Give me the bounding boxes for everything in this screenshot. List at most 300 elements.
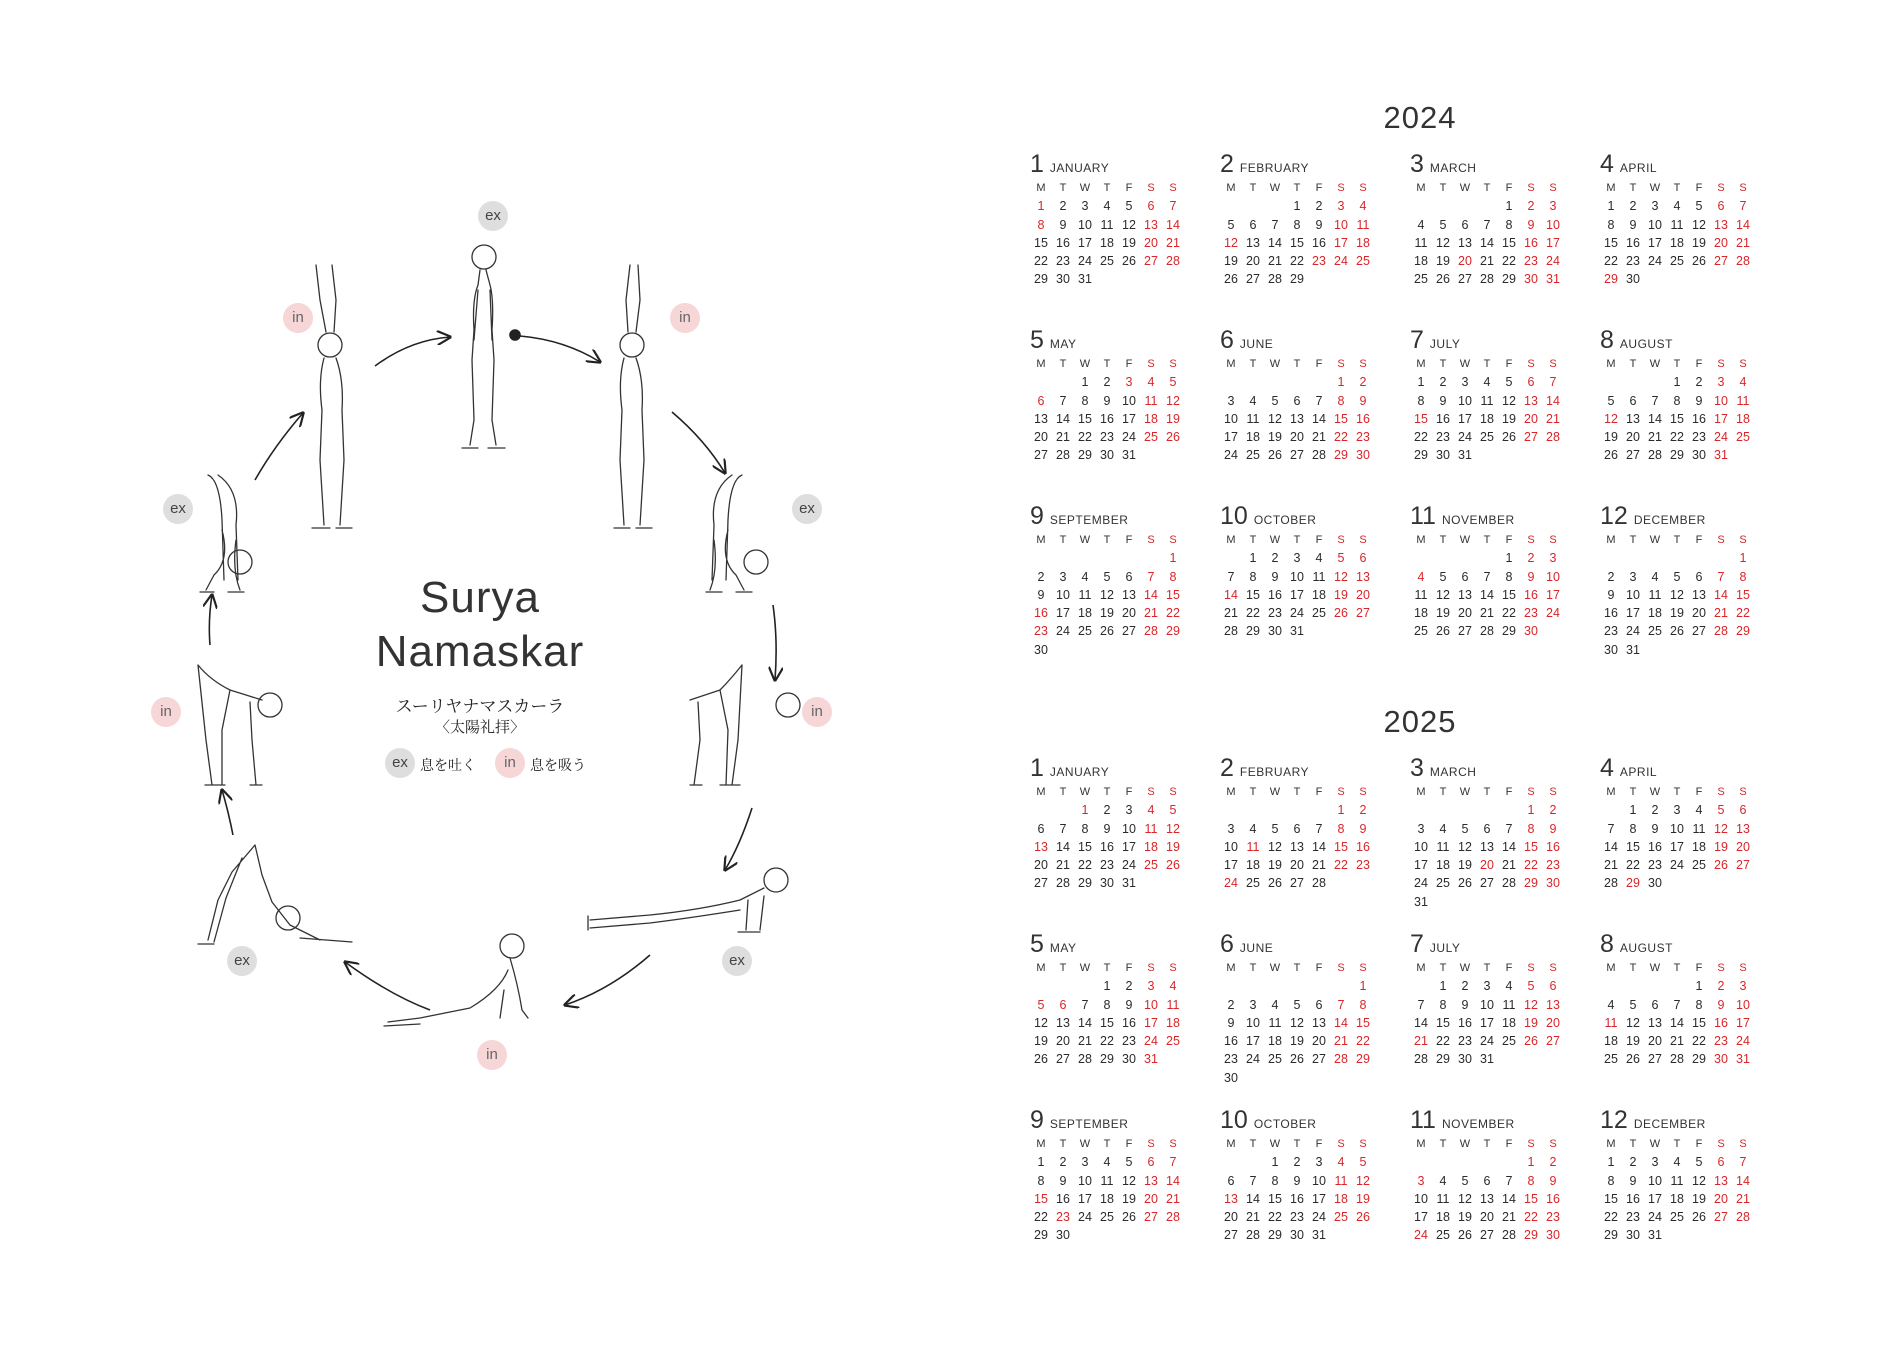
day-cell: 23 xyxy=(1546,1210,1560,1225)
weekday-label: T xyxy=(1103,182,1111,194)
day-cell: 24 xyxy=(1480,1034,1494,1049)
day-cell: 13 xyxy=(1480,839,1494,854)
day-cell: 22 xyxy=(1356,1034,1370,1049)
day-cell: 25 xyxy=(1414,624,1428,639)
weekday-label: T xyxy=(1629,182,1637,194)
day-cell: 25 xyxy=(1670,1210,1684,1225)
exhale-badge: ex xyxy=(722,946,752,976)
empty-cell xyxy=(1498,1153,1520,1171)
day-cell: 21 xyxy=(1546,411,1560,426)
month-name: MAY xyxy=(1049,337,1077,351)
empty-cell xyxy=(1242,977,1264,995)
day-cell: 27 xyxy=(1458,272,1472,287)
weekday-label: S xyxy=(1337,534,1345,546)
day-cell: 6 xyxy=(1527,375,1535,390)
day-cell: 10 xyxy=(1458,393,1472,408)
weekday-label: W xyxy=(1459,534,1471,546)
day-cell: 5 xyxy=(1227,217,1235,232)
day-cell: 17 xyxy=(1626,606,1640,621)
empty-cell xyxy=(1096,549,1118,567)
day-cell: 12 xyxy=(1626,1015,1640,1030)
weekday-label: T xyxy=(1673,534,1681,546)
day-cell: 1 xyxy=(1505,551,1513,566)
day-cell: 18 xyxy=(1414,254,1428,269)
day-cell: 15 xyxy=(1356,1015,1370,1030)
day-cell: 21 xyxy=(1604,858,1618,873)
day-cell: 20 xyxy=(1736,839,1750,854)
weekday-label: T xyxy=(1059,962,1067,974)
day-cell: 17 xyxy=(1458,411,1472,426)
day-cell: 5 xyxy=(1103,569,1111,584)
day-cell: 4 xyxy=(1337,1155,1345,1170)
day-cell: 13 xyxy=(1144,217,1158,232)
weekday-label: S xyxy=(1359,358,1367,370)
day-cell: 4 xyxy=(1439,1173,1447,1188)
day-cell: 5 xyxy=(1169,375,1177,390)
day-cell: 20 xyxy=(1034,430,1048,445)
day-cell: 1 xyxy=(1169,551,1177,566)
weekday-label: W xyxy=(1079,962,1091,974)
day-cell: 26 xyxy=(1692,254,1706,269)
empty-cell xyxy=(1432,549,1454,567)
day-cell: 21 xyxy=(1648,430,1662,445)
day-cell: 11 xyxy=(1144,821,1158,836)
day-cell: 1 xyxy=(1695,979,1703,994)
day-cell: 17 xyxy=(1144,1015,1158,1030)
day-cell: 15 xyxy=(1626,839,1640,854)
day-cell: 4 xyxy=(1505,979,1513,994)
day-cell: 1 xyxy=(1739,551,1747,566)
day-cell: 11 xyxy=(1436,839,1450,854)
day-cell: 16 xyxy=(1546,839,1560,854)
weekday-label: T xyxy=(1673,1138,1681,1150)
day-cell: 5 xyxy=(1169,803,1177,818)
month-name: JUNE xyxy=(1239,337,1274,351)
day-cell: 25 xyxy=(1414,272,1428,287)
day-cell: 18 xyxy=(1670,1191,1684,1206)
month-block xyxy=(1220,930,1410,1106)
day-cell: 29 xyxy=(1078,448,1092,463)
weekday-label: M xyxy=(1226,962,1236,974)
day-cell: 30 xyxy=(1604,642,1618,657)
day-cell: 13 xyxy=(1034,839,1048,854)
weekday-label: M xyxy=(1606,358,1616,370)
day-cell: 23 xyxy=(1224,1052,1238,1067)
day-cell: 7 xyxy=(1483,217,1491,232)
day-cell: 16 xyxy=(1626,235,1640,250)
legend-exhale-text: 息を吐く xyxy=(420,757,476,773)
day-cell: 11 xyxy=(1414,235,1428,250)
day-cell: 1 xyxy=(1037,199,1045,214)
weekday-label: M xyxy=(1606,182,1616,194)
day-cell: 2 xyxy=(1103,803,1111,818)
day-cell: 9 xyxy=(1629,217,1637,232)
day-cell: 1 xyxy=(1037,1155,1045,1170)
day-cell: 1 xyxy=(1673,375,1681,390)
day-cell: 14 xyxy=(1166,217,1180,232)
day-cell: 31 xyxy=(1736,1052,1750,1067)
day-cell: 9 xyxy=(1629,1173,1637,1188)
empty-cell xyxy=(1030,549,1052,567)
month-number: 11 xyxy=(1410,1106,1436,1134)
day-cell: 22 xyxy=(1034,1210,1048,1225)
day-cell: 2 xyxy=(1695,375,1703,390)
month-number: 1 xyxy=(1030,150,1044,178)
arrow-4 xyxy=(773,605,776,680)
day-cell: 8 xyxy=(1505,569,1513,584)
day-cell: 9 xyxy=(1527,569,1535,584)
empty-cell xyxy=(1432,801,1454,819)
pose-plank xyxy=(588,868,788,932)
day-cell: 14 xyxy=(1736,1173,1750,1188)
day-cell: 25 xyxy=(1648,624,1662,639)
day-cell: 20 xyxy=(1144,1191,1158,1206)
empty-cell xyxy=(1242,197,1264,215)
weekday-label: F xyxy=(1505,786,1513,798)
month-number: 5 xyxy=(1030,930,1044,958)
day-cell: 10 xyxy=(1224,839,1238,854)
month-number: 8 xyxy=(1600,930,1614,958)
day-cell: 5 xyxy=(1461,1173,1469,1188)
day-cell: 14 xyxy=(1224,587,1238,602)
weekday-label: T xyxy=(1673,786,1681,798)
weekday-label: W xyxy=(1269,1138,1281,1150)
day-cell: 11 xyxy=(1078,587,1092,602)
month-block xyxy=(1600,502,1790,678)
day-cell: 28 xyxy=(1546,430,1560,445)
day-cell: 26 xyxy=(1268,448,1282,463)
day-cell: 22 xyxy=(1524,1210,1538,1225)
weekday-label: T xyxy=(1293,358,1301,370)
day-cell: 21 xyxy=(1312,858,1326,873)
day-cell: 31 xyxy=(1480,1052,1494,1067)
day-cell: 10 xyxy=(1056,587,1070,602)
day-cell: 18 xyxy=(1414,606,1428,621)
day-cell: 20 xyxy=(1648,1034,1662,1049)
day-cell: 9 xyxy=(1359,821,1367,836)
day-cell: 9 xyxy=(1125,997,1133,1012)
day-cell: 22 xyxy=(1604,254,1618,269)
empty-cell xyxy=(1242,1153,1264,1171)
pose-lunge-right xyxy=(690,665,800,785)
day-cell: 17 xyxy=(1414,858,1428,873)
day-cell: 22 xyxy=(1268,1210,1282,1225)
weekday-label: T xyxy=(1673,962,1681,974)
day-cell: 19 xyxy=(1692,1191,1706,1206)
day-cell: 1 xyxy=(1249,551,1257,566)
day-cell: 27 xyxy=(1056,1052,1070,1067)
weekday-label: F xyxy=(1315,182,1323,194)
day-cell: 15 xyxy=(1436,1015,1450,1030)
day-cell: 31 xyxy=(1078,272,1092,287)
weekday-label: F xyxy=(1695,962,1703,974)
day-cell: 14 xyxy=(1604,839,1618,854)
day-cell: 19 xyxy=(1458,858,1472,873)
day-cell: 28 xyxy=(1056,448,1070,463)
weekday-label: S xyxy=(1359,786,1367,798)
empty-cell xyxy=(1644,373,1666,391)
weekday-label: F xyxy=(1315,1138,1323,1150)
day-cell: 27 xyxy=(1736,858,1750,873)
day-cell: 16 xyxy=(1312,235,1326,250)
day-cell: 2 xyxy=(1037,569,1045,584)
day-cell: 3 xyxy=(1417,821,1425,836)
empty-cell xyxy=(1220,373,1242,391)
arrow-6 xyxy=(565,955,650,1005)
weekday-label: M xyxy=(1226,358,1236,370)
day-cell: 27 xyxy=(1648,1052,1662,1067)
day-cell: 31 xyxy=(1546,272,1560,287)
title-kana: スーリヤナマスカーラ xyxy=(395,697,565,716)
arrow-1 xyxy=(375,337,450,366)
day-cell: 28 xyxy=(1144,624,1158,639)
month-number: 7 xyxy=(1410,930,1424,958)
day-cell: 20 xyxy=(1224,1210,1238,1225)
legend-exhale-badge: ex xyxy=(385,748,415,778)
day-cell: 2 xyxy=(1629,1155,1637,1170)
day-cell: 7 xyxy=(1549,375,1557,390)
weekday-label: M xyxy=(1036,962,1046,974)
weekday-label: S xyxy=(1549,962,1557,974)
day-cell: 27 xyxy=(1034,448,1048,463)
month-block xyxy=(1220,326,1410,502)
pose-downward-dog xyxy=(198,845,352,944)
weekday-label: T xyxy=(1293,534,1301,546)
pose-cobra xyxy=(384,934,528,1026)
day-cell: 6 xyxy=(1549,979,1557,994)
day-cell: 8 xyxy=(1607,217,1615,232)
day-cell: 4 xyxy=(1695,803,1703,818)
day-cell: 26 xyxy=(1458,876,1472,891)
day-cell: 25 xyxy=(1100,254,1114,269)
day-cell: 20 xyxy=(1692,606,1706,621)
day-cell: 27 xyxy=(1224,1228,1238,1243)
day-cell: 24 xyxy=(1414,1228,1428,1243)
weekday-label: S xyxy=(1359,182,1367,194)
day-cell: 8 xyxy=(1527,821,1535,836)
day-cell: 5 xyxy=(1695,1155,1703,1170)
day-cell: 7 xyxy=(1505,821,1513,836)
day-cell: 9 xyxy=(1549,1173,1557,1188)
day-cell: 22 xyxy=(1502,606,1516,621)
day-cell: 7 xyxy=(1315,821,1323,836)
day-cell: 18 xyxy=(1670,235,1684,250)
empty-cell xyxy=(1454,801,1476,819)
month-name: APRIL xyxy=(1619,765,1658,779)
day-cell: 30 xyxy=(1056,1228,1070,1243)
day-cell: 12 xyxy=(1122,1173,1136,1188)
day-cell: 20 xyxy=(1714,235,1728,250)
empty-cell xyxy=(1286,373,1308,391)
day-cell: 11 xyxy=(1648,587,1662,602)
day-cell: 16 xyxy=(1626,1191,1640,1206)
day-cell: 14 xyxy=(1736,217,1750,232)
empty-cell xyxy=(1074,977,1096,995)
day-cell: 27 xyxy=(1312,1052,1326,1067)
year-2025-title: 2025 xyxy=(1383,704,1457,739)
day-cell: 20 xyxy=(1480,1210,1494,1225)
weekday-label: M xyxy=(1416,358,1426,370)
day-cell: 30 xyxy=(1458,1052,1472,1067)
day-cell: 15 xyxy=(1034,1191,1048,1206)
day-cell: 5 xyxy=(1439,569,1447,584)
day-cell: 25 xyxy=(1312,606,1326,621)
day-cell: 29 xyxy=(1034,1228,1048,1243)
day-cell: 30 xyxy=(1524,272,1538,287)
day-cell: 3 xyxy=(1629,569,1637,584)
month-block xyxy=(1600,1106,1790,1282)
empty-cell xyxy=(1476,197,1498,215)
day-cell: 13 xyxy=(1356,569,1370,584)
day-cell: 11 xyxy=(1692,821,1706,836)
weekday-label: W xyxy=(1459,962,1471,974)
day-cell: 30 xyxy=(1034,642,1048,657)
month-name: OCTOBER xyxy=(1253,513,1317,527)
day-cell: 20 xyxy=(1312,1034,1326,1049)
day-cell: 20 xyxy=(1290,430,1304,445)
day-cell: 14 xyxy=(1414,1015,1428,1030)
pose-lunge-left xyxy=(198,665,282,785)
day-cell: 24 xyxy=(1648,1210,1662,1225)
day-cell: 20 xyxy=(1480,858,1494,873)
weekday-label: M xyxy=(1036,1138,1046,1150)
day-cell: 12 xyxy=(1502,393,1516,408)
day-cell: 12 xyxy=(1290,1015,1304,1030)
day-cell: 6 xyxy=(1461,569,1469,584)
day-cell: 9 xyxy=(1527,217,1535,232)
day-cell: 12 xyxy=(1692,217,1706,232)
day-cell: 23 xyxy=(1312,254,1326,269)
day-cell: 23 xyxy=(1626,254,1640,269)
month-block xyxy=(1030,150,1220,326)
arrow-2 xyxy=(520,336,600,362)
day-cell: 17 xyxy=(1122,839,1136,854)
month-name: MARCH xyxy=(1429,161,1477,175)
weekday-label: T xyxy=(1249,182,1257,194)
day-cell: 14 xyxy=(1056,839,1070,854)
weekday-label: T xyxy=(1059,534,1067,546)
inhale-badge: in xyxy=(477,1040,507,1070)
day-cell: 2 xyxy=(1271,551,1279,566)
month-block xyxy=(1600,930,1790,1106)
empty-cell xyxy=(1030,373,1052,391)
weekday-label: S xyxy=(1739,358,1747,370)
day-cell: 1 xyxy=(1607,199,1615,214)
day-cell: 10 xyxy=(1144,997,1158,1012)
day-cell: 8 xyxy=(1673,393,1681,408)
day-cell: 2 xyxy=(1527,551,1535,566)
day-cell: 21 xyxy=(1502,1210,1516,1225)
day-cell: 25 xyxy=(1502,1034,1516,1049)
day-cell: 7 xyxy=(1483,569,1491,584)
day-cell: 11 xyxy=(1100,217,1114,232)
weekday-label: S xyxy=(1169,534,1177,546)
day-cell: 31 xyxy=(1626,642,1640,657)
title-kanji: 〈太陽礼拝〉 xyxy=(434,719,525,736)
day-cell: 5 xyxy=(1125,199,1133,214)
day-cell: 26 xyxy=(1122,1210,1136,1225)
day-cell: 10 xyxy=(1546,217,1560,232)
day-cell: 7 xyxy=(1147,569,1155,584)
weekday-label: T xyxy=(1059,358,1067,370)
day-cell: 7 xyxy=(1059,393,1067,408)
day-cell: 27 xyxy=(1356,606,1370,621)
day-cell: 6 xyxy=(1483,1173,1491,1188)
weekday-label: T xyxy=(1293,182,1301,194)
month-number: 8 xyxy=(1600,326,1614,354)
month-name: SEPTEMBER xyxy=(1049,513,1129,527)
day-cell: 3 xyxy=(1125,375,1133,390)
weekday-label: S xyxy=(1739,534,1747,546)
day-cell: 25 xyxy=(1334,1210,1348,1225)
day-cell: 11 xyxy=(1356,217,1370,232)
day-cell: 26 xyxy=(1166,430,1180,445)
day-cell: 8 xyxy=(1169,569,1177,584)
month-block xyxy=(1410,150,1600,326)
year-2024-title: 2024 xyxy=(1383,100,1457,135)
empty-cell xyxy=(1410,801,1432,819)
empty-cell xyxy=(1410,197,1432,215)
weekday-label: F xyxy=(1315,962,1323,974)
weekday-label: M xyxy=(1036,182,1046,194)
day-cell: 2 xyxy=(1461,979,1469,994)
weekday-label: M xyxy=(1606,786,1616,798)
empty-cell xyxy=(1264,801,1286,819)
month-number: 12 xyxy=(1600,502,1628,530)
pose-raised-arms-right xyxy=(614,265,652,528)
day-cell: 2 xyxy=(1315,199,1323,214)
weekday-label: S xyxy=(1359,534,1367,546)
day-cell: 27 xyxy=(1290,448,1304,463)
day-cell: 26 xyxy=(1100,624,1114,639)
day-cell: 7 xyxy=(1315,393,1323,408)
day-cell: 11 xyxy=(1436,1191,1450,1206)
day-cell: 25 xyxy=(1144,858,1158,873)
day-cell: 22 xyxy=(1078,430,1092,445)
empty-cell xyxy=(1454,549,1476,567)
day-cell: 10 xyxy=(1414,839,1428,854)
day-cell: 20 xyxy=(1034,858,1048,873)
day-cell: 1 xyxy=(1293,199,1301,214)
day-cell: 12 xyxy=(1334,569,1348,584)
day-cell: 28 xyxy=(1312,876,1326,891)
empty-cell xyxy=(1052,977,1074,995)
day-cell: 2 xyxy=(1125,979,1133,994)
day-cell: 27 xyxy=(1246,272,1260,287)
day-cell: 1 xyxy=(1607,1155,1615,1170)
day-cell: 28 xyxy=(1480,624,1494,639)
weekday-label: T xyxy=(1103,1138,1111,1150)
weekday-label: F xyxy=(1505,962,1513,974)
day-cell: 13 xyxy=(1224,1191,1238,1206)
day-cell: 26 xyxy=(1356,1210,1370,1225)
weekday-label: S xyxy=(1527,786,1535,798)
day-cell: 6 xyxy=(1483,821,1491,836)
day-cell: 6 xyxy=(1037,393,1045,408)
empty-cell xyxy=(1220,1153,1242,1171)
day-cell: 10 xyxy=(1290,569,1304,584)
arrow-3 xyxy=(672,412,725,473)
day-cell: 13 xyxy=(1122,587,1136,602)
day-cell: 9 xyxy=(1293,1173,1301,1188)
day-cell: 5 xyxy=(1527,979,1535,994)
day-cell: 1 xyxy=(1103,979,1111,994)
day-cell: 3 xyxy=(1549,551,1557,566)
title-line-1: Surya xyxy=(420,573,540,622)
day-cell: 22 xyxy=(1502,254,1516,269)
weekday-label: S xyxy=(1147,1138,1155,1150)
day-cell: 16 xyxy=(1356,411,1370,426)
